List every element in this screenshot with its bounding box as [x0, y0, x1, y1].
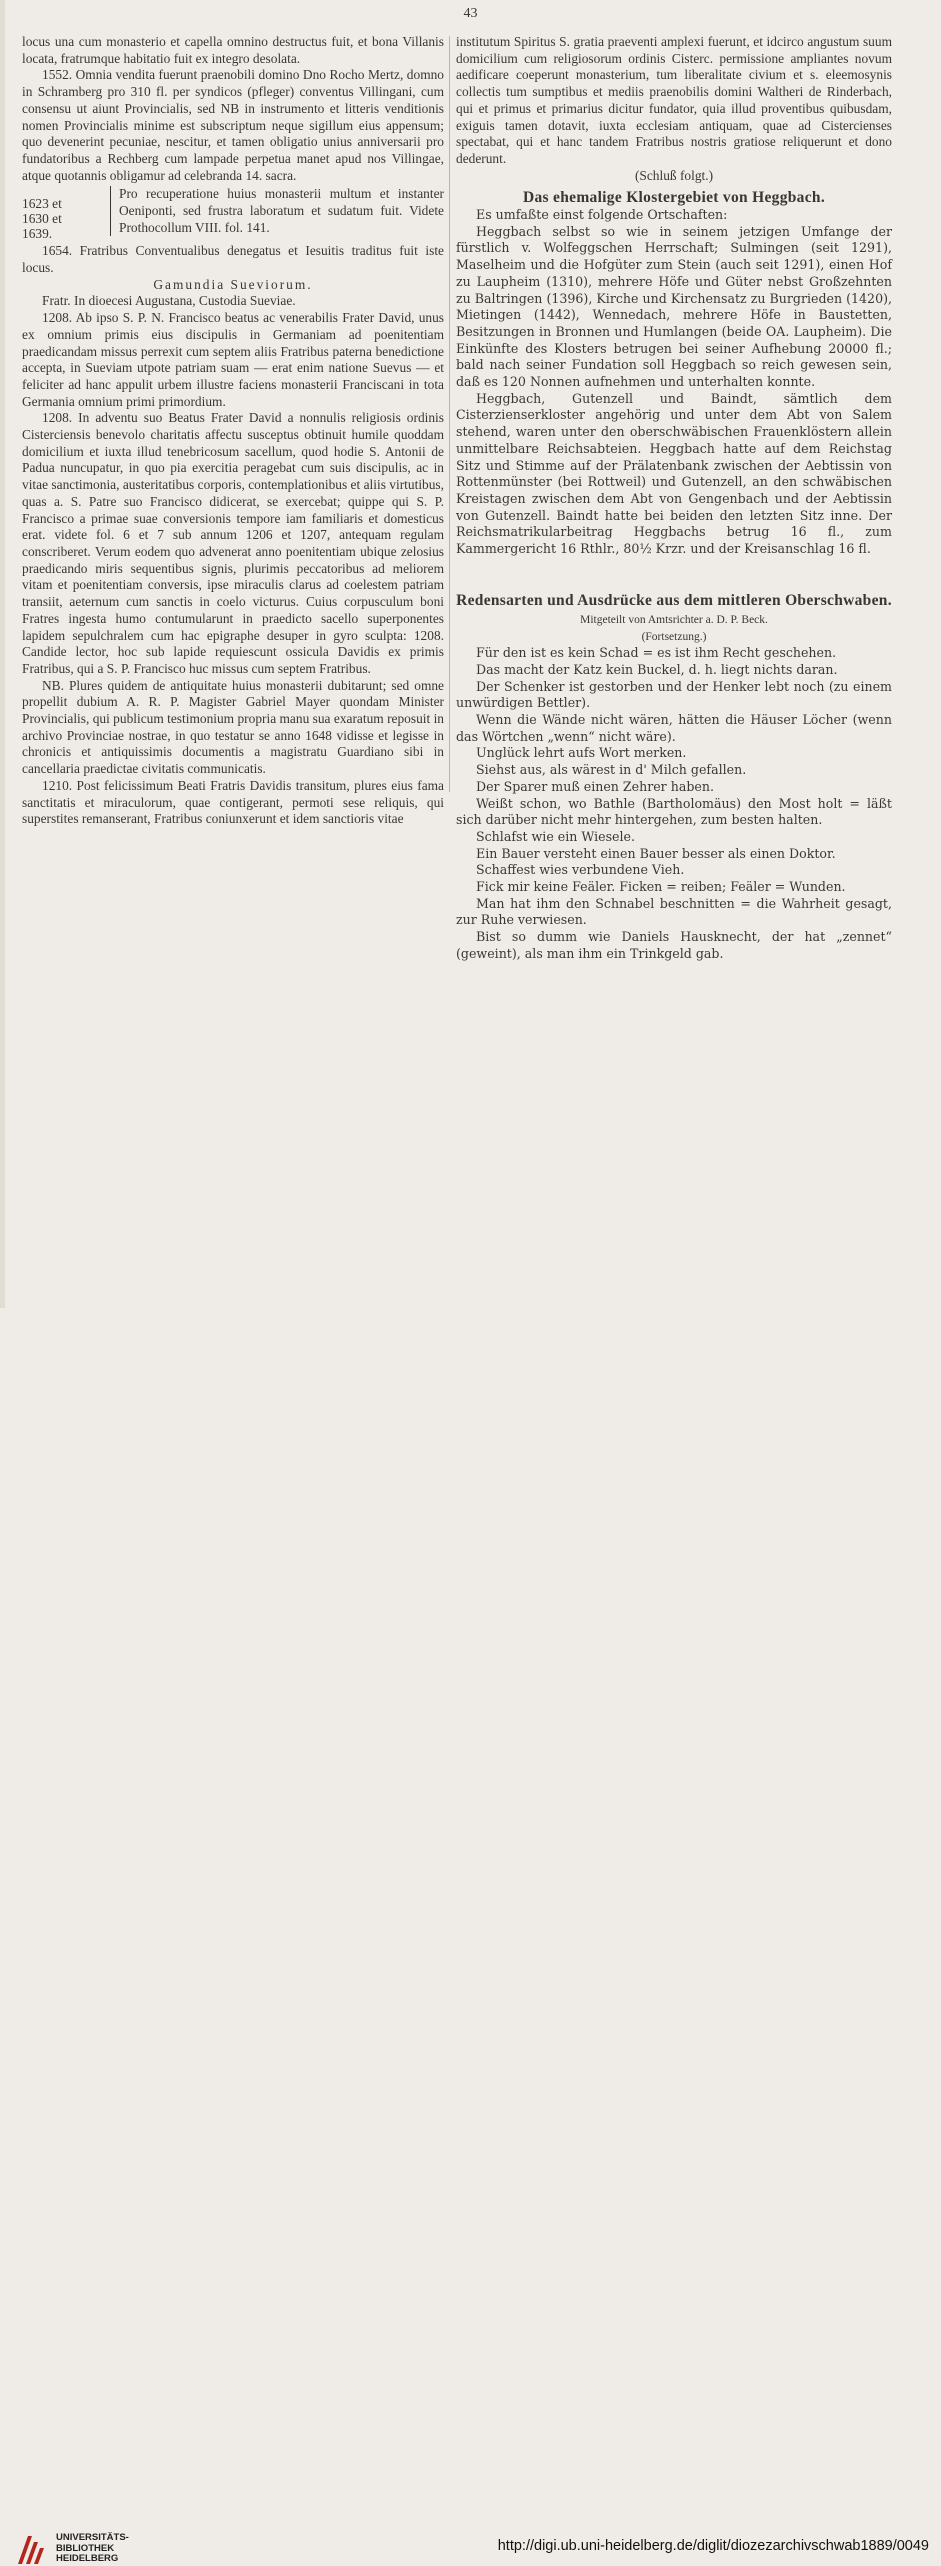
- article-title: Redensarten und Ausdrücke aus dem mittleren Oberschwaben.: [456, 591, 892, 609]
- section-heading: Gamundia Sueviorum.: [153, 276, 313, 292]
- paragraph: 1208. Ab ipso S. P. N. Francisco beatus ac venerabilis Frater David, unus ex omnium primis eius discipulis in Germaniam ad poenitentiam praedicandam missus perrexit cum septem aliis Fratribus paterna benedictione accepta, in Sueviam utpote patriam suam — erat enim natione Suevus — et feliciter ad hanc appulit urbem illustre faciens monasterii Franciscani in tota Germania omnium primi primordium.: [22, 310, 444, 409]
- paragraph: Heggbach selbst so wie in seinem jetzigen Umfange der fürstlich v. Wolfeggschen Herrschaft; Sulmingen (seit 1291), Maselheim und die Hofgüter zum Stein (auch seit 1291), einen Hof zu Laupheim (1310), mehrere Höfe und Güter nebst Großzehnten zu Baltringen (1396), Kirche und Kirchensatz zu Burgrieden (1420), Mietingen (1442), Wennedach, mehrere Höfe in Baustetten, Besitzungen in Bronnen und Humlangen (beide OA. Laupheim). Die Einkünfte des Klosters betrugen bei seiner Aufhebung 20000 fl.; bald nach seiner Fundation soll Heggbach so reich gewesen sein, daß es 120 Nonnen aufnehmen und unterhalten konnte.: [456, 223, 892, 390]
- left-column: [22, 34, 444, 828]
- saying: Der Sparer muß einen Zehrer haben.: [476, 778, 714, 794]
- article-title: Das ehemalige Klostergebiet von Heggbach.: [522, 189, 826, 207]
- saying: Unglück lehrt aufs Wort merken.: [476, 745, 687, 761]
- library-name-line: BIBLIOTHEK: [56, 2542, 115, 2554]
- brace-text: Pro recuperatione huius monasterii multum et instanter Oeniponti, sed frustra laboratum et sudatum fuit. Videte Prothocollum VIII. fol. 141.: [110, 186, 444, 236]
- page-number: 43: [463, 6, 478, 21]
- brace-years: [22, 186, 110, 241]
- source-url: http://digi.ub.uni-heidelberg.de/diglit/diozezarchivschwab1889/0049: [497, 2538, 929, 2554]
- paragraph: 1552. Omnia vendita fuerunt praenobili domino Dno Rocho Mertz, domno in Schramberg pro 310 fl. per syndicos (pfleger) conventus Villingani, cum consensu ut aiunt Provincialis, sed NB in instrumento et litteris venditionis nomen Provincialis minime est subscriptum neque sigillum eius appensum; quo devenerint pecuniae, nescitur, et tamen obligatio unius anniversarii pro fundatoribus a Rechberg cum lampade perpetua manet apud nos Villingae, atque quotannis obligamur ad celebranda 14. sacra.: [22, 67, 444, 183]
- page-edge: [0, 0, 5, 1308]
- continuation-note: (Schluß folgt.): [634, 167, 714, 183]
- byline: Mitgeteilt von Amtsrichter a. D. P. Beck.: [580, 613, 768, 626]
- library-name: [56, 2533, 129, 2565]
- brace-note: [22, 186, 444, 241]
- brace-year: 1630 et: [22, 211, 62, 227]
- saying: Für den ist es kein Schad = es ist ihm Recht geschehen.: [476, 645, 837, 661]
- paragraph: 1208. In adventu suo Beatus Frater David a nonnulis religiosis ordinis Cisterciensis benevolo charitatis affectu susceptus obtinuit humile quoddam domicilium et iuxta illud tenebricosum sacellum, quod hodie S. Antonii de Padua nuncupatur, in quo pia exercitia peragebat cum suis discipulis, ac in vitae sanctimonia, austeritatibus corporis, contemplationibus et aliis virtutibus, quas a. S. Patre suo Francisco didicerat, se exercebat; quippe qui S. P. Francisco a primae suae conversionis tempore iam familiaris et domesticus erat. videte fol. 6 et 7 sub annum 1206 et 1207, antequam regulam conscriberet. Verum eodem quo advenerat anno poenitentiam ubique zelosius praedicando miris sequentibus signis, plurimis peccatoribus ad meliorem vitam et poenitentiam conversis, ipse miraculis clarus ad coelestem patriam transiit, aeternum cum sanctis in coelo victurus. Cuius corpusculum boni Fratres ingesta humo contumularunt in praedicto sacello superponentes lapidem sepulchralem cum hac epigraphe desuper in gyro sculpta: 1208. Candide lector, hoc sub lapide requiescunt ossicula Davidis ex primis Fratribus, qui a S. P. Francisco huc missus cum septem Fratribus.: [22, 410, 444, 676]
- article-body: [456, 207, 892, 558]
- saying: Schaffest wies verbundene Vieh.: [476, 862, 685, 878]
- library-name-line: UNIVERSITÄTS-: [56, 2532, 129, 2543]
- paragraph: 1210. Post felicissimum Beati Fratris Davidis transitum, plures eius fama sanctitatis et miraculorum, quae contigerant, permoti sese reliquis, qui superstites remanserant, Fratribus coniunxerunt et idem sanctioris vitae: [22, 777, 444, 827]
- saying: Ein Bauer versteht einen Bauer besser als einen Doktor.: [476, 845, 836, 861]
- sayings-list: [456, 645, 892, 962]
- footer: [0, 1262, 941, 2564]
- saying: Schlafst wie ein Wiesele.: [476, 828, 635, 844]
- brace-year: 1623 et: [22, 196, 62, 212]
- brace-year: 1639.: [22, 226, 53, 242]
- saying: Bist so dumm wie Daniels Hausknecht, der hat „zennet“ (geweint), als man ihm ein Trinkgeld gab.: [456, 929, 892, 961]
- saying: Der Schenker ist gestorben und der Henker lebt noch (zu einem unwürdigen Bettler).: [456, 678, 892, 711]
- library-name-line: HEIDELBERG: [56, 2553, 119, 2564]
- saying: Fick mir keine Feäler. Ficken = reiben; Feäler = Wunden.: [476, 879, 846, 895]
- paragraph: NB. Plures quidem de antiquitate huius monasterii dubitarunt; sed omne propellit dubium A. R. P. Magister Gabriel Mayer quondam Minister Provincialis, qui publicum testimonium propria manu sua exaratum reposuit in archivo Provinciae nostrae, in quo testatur se anno 1648 vidisse et legisse in chronicis et antiquissimis documentis a magistratu Guardiano sibi in cancellaria praedictae civitatis communicatis.: [22, 677, 444, 777]
- column-divider: [449, 36, 450, 792]
- paragraph: Fratr. In dioecesi Augustana, Custodia Sueviae.: [42, 293, 296, 309]
- paragraph: Es umfaßte einst folgende Ortschaften:: [476, 207, 728, 223]
- saying: Siehst aus, als wärest in d' Milch gefallen.: [476, 762, 747, 778]
- paragraph: 1654. Fratribus Conventualibus denegatus et Iesuitis traditus fuit iste locus.: [22, 243, 444, 276]
- right-column: [456, 34, 892, 963]
- continuation-note: (Fortsetzung.): [641, 630, 707, 643]
- paragraph: Heggbach, Gutenzell und Baindt, sämtlich dem Cisterzienserkloster angehörig und unter dem Abt von Salem stehend, waren unter den oberschwäbischen Frauenklöstern allein unmittelbare Reichsabteien. Heggbach hatte auf dem Reichstag Sitz und Stimme auf der Prälatenbank zwischen der Aebtissin von Rottenmünster (bei Rottweil) und Gutenzell, an den schwäbischen Kreistagen zwischen dem Abt von Gengenbach und der Aebtissin von Gutenzell. Baindt hatte bei beiden den letzten Sitz inne. Der Reichsmatrikularbeitrag Heggbachs betrug 16 fl., zum Kammergericht 16 Rthlr., 80½ Krzr. und der Kreisanschlag 16 fl.: [456, 390, 892, 557]
- paragraph: locus una cum monasterio et capella omnino destructus fuit, et bona Villanis locata, fratrumque habitatio fuit ex integro desolata.: [22, 34, 444, 66]
- library-logo-icon: [14, 2532, 48, 2566]
- saying: Weißt schon, wo Bathle (Bartholomäus) den Most holt = läßt sich darüber nicht mehr hintergehen, zum besten halten.: [456, 795, 892, 828]
- saying: Das macht der Katz kein Buckel, d. h. liegt nichts daran.: [476, 661, 838, 677]
- paragraph: institutum Spiritus S. gratia praeventi amplexi fuerunt, et idcirco angustum suum domicilium cum religiosorum ordinis Cisterc. permissione ampliantes novum aedificare coeperunt monasterium, tum liberalitate civium et s. eleemosynis collectis tum sumptibus et mediis praenobilis domini Waltheri de Rinderbach, qui et primus et primarius dicitur fundator, quia illud proventibus quibusdam, exiguis tamen dotavit, iuxta ecclesiam antiquam, quae ad Cistercienses spectabat, qui et hanc tandem Fratribus nostris gratiose reliquerunt et dono dederunt.: [456, 34, 892, 166]
- saying: Wenn die Wände nicht wären, hätten die Häuser Löcher (wenn das Wörtchen „wenn“ nicht wäre).: [456, 712, 892, 744]
- saying: Man hat ihm den Schnabel beschnitten = die Wahrheit gesagt, zur Ruhe verwiesen.: [456, 895, 892, 928]
